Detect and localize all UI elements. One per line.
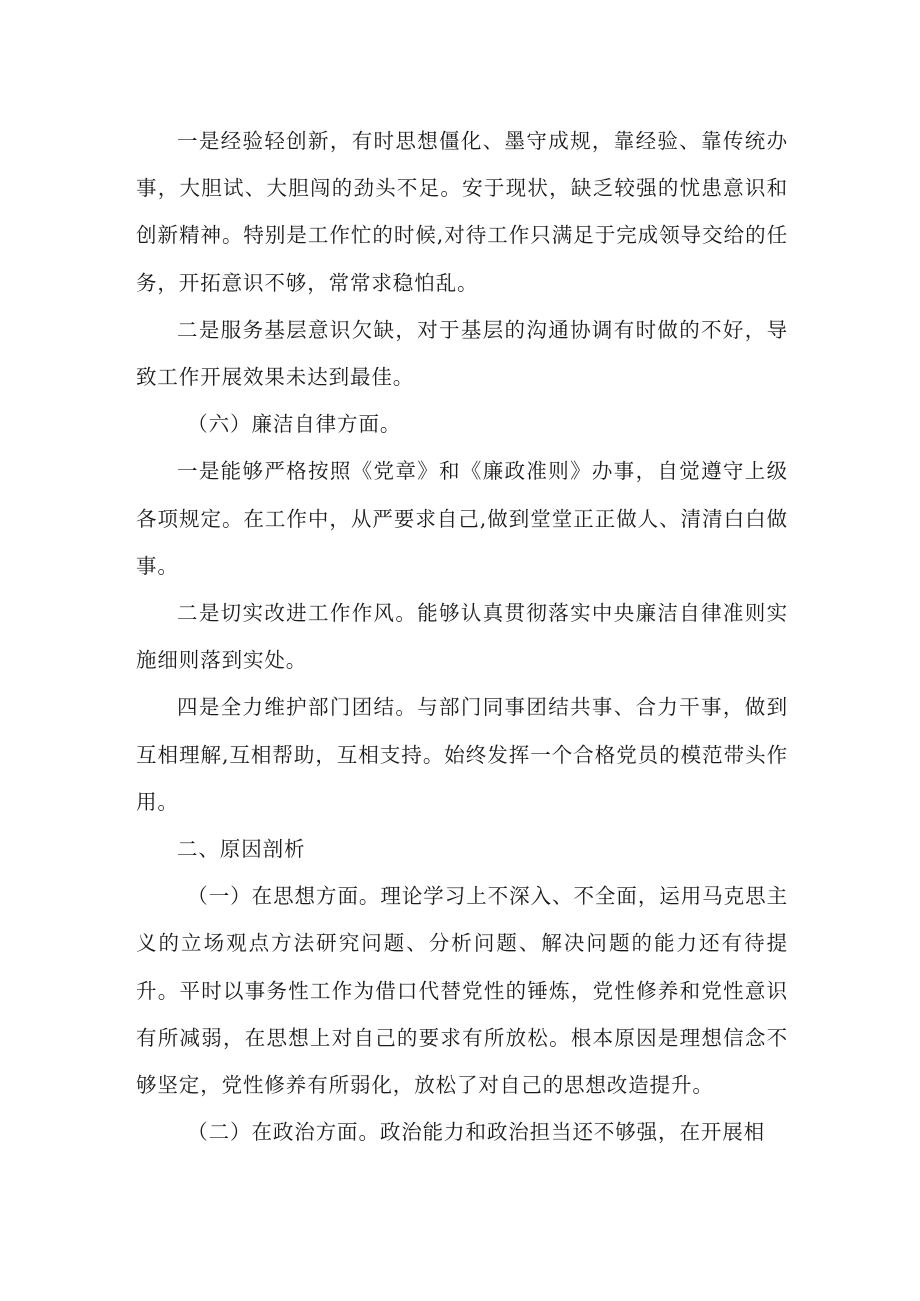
- paragraph-unity: 四是全力维护部门团结。与部门同事团结共事、合力干事，做到互相理解,互相帮助，互相支持。始终发挥一个合格党员的模范带头作用。: [136, 695, 788, 814]
- section-heading-integrity: （六）廉洁自律方面。: [187, 412, 402, 437]
- paragraph-work-style: 二是切实改进工作作风。能够认真贯彻落实中央廉洁自律准则实施细则落到实处。: [136, 601, 788, 673]
- paragraph-politics: （二）在政治方面。政治能力和政治担当还不够强，在开展相: [187, 1120, 766, 1145]
- paragraph-party-rules: 一是能够严格按照《党章》和《廉政准则》办事，自觉遵守上级各项规定。在工作中，从严要求自己,做到堂堂正正做人、清清白白做事。: [136, 459, 788, 578]
- document-body: [136, 118, 788, 1156]
- paragraph-grassroots-service: 二是服务基层意识欠缺，对于基层的沟通协调有时做的不好，导致工作开展效果未达到最佳。: [136, 317, 788, 390]
- paragraph-ideology: （一）在思想方面。理论学习上不深入、不全面，运用马克思主义的立场观点方法研究问题、分析问题、解决问题的能力还有待提升。平时以事务性工作为借口代替党性的锤炼，党性修养和党性意识有所减弱，在思想上对自己的要求有所放松。根本原因是理想信念不够坚定，党性修养有所弱化，放松了对自己的思想改造提升。: [136, 884, 788, 1098]
- paragraph-innovation: 一是经验轻创新，有时思想僵化、墨守成规，靠经验、靠传统办事，大胆试、大胆闯的劲头不足。安于现状，缺乏较强的忧患意识和创新精神。特别是工作忙的时候,对待工作只满足于完成领导交给的任务，开拓意识不够，常常求稳怕乱。: [136, 129, 788, 295]
- section-heading-cause-analysis: 二、原因剖析: [177, 837, 306, 862]
